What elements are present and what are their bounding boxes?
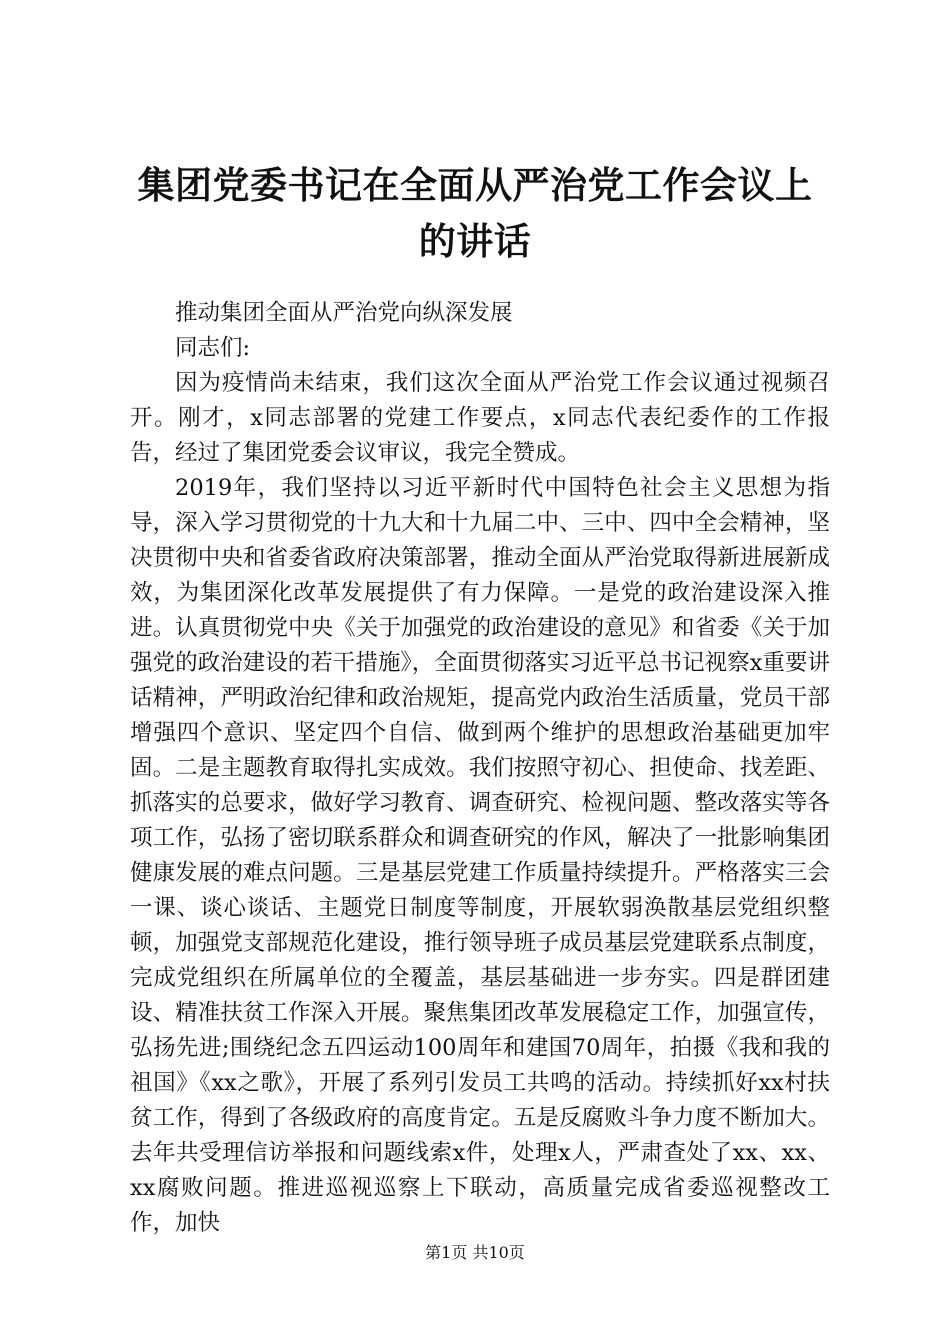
document-title: 集团党委书记在全面从严治党工作会议上的讲话 [137,164,813,263]
paragraph-1: 因为疫情尚未结束，我们这次全面从严治党工作会议通过视频召开。刚才，x同志部署的党建工作要点，x同志代表纪委作的工作报告，经过了集团党委会议审议，我完全赞成。 [130,370,830,466]
document-body [130,296,830,1241]
page-footer: 第1页 共10页 [425,1243,525,1262]
subtitle: 推动集团全面从严治党向纵深发展 [175,300,513,326]
salutation: 同志们: [175,335,251,361]
paragraph-2: 2019年，我们坚持以习近平新时代中国特色社会主义思想为指导，深入学习贯彻党的十九大和十九届二中、三中、四中全会精神，坚决贯彻中央和省委省政府决策部署，推动全面从严治党取得新进展新成效，为集团深化改革发展提供了有力保障。一是党的政治建设深入推进。认真贯彻党中央《关于加强党的政治建设的意见》和省委《关于加强党的政治建设的若干措施》，全面贯彻落实习近平总书记视察x重要讲话精神，严明政治纪律和政治规矩，提高党内政治生活质量，党员干部增强四个意识、坚定四个自信、做到两个维护的思想政治基础更加牢固。二是主题教育取得扎实成效。我们按照守初心、担使命、找差距、抓落实的总要求，做好学习教育、调查研究、检视问题、整改落实等各项工作，弘扬了密切联系群众和调查研究的作风，解决了一批影响集团健康发展的难点问题。三是基层党建工作质量持续提升。严格落实三会一课、谈心谈话、主题党日制度等制度，开展软弱涣散基层党组织整顿，加强党支部规范化建设，推行领导班子成员基层党建联系点制度，完成党组织在所属单位的全覆盖，基层基础进一步夯实。四是群团建设、精准扶贫工作深入开展。聚焦集团改革发展稳定工作，加强宣传，弘扬先进;围绕纪念五四运动100周年和建国70周年，拍摄《我和我的祖国》《xx之歌》，开展了系列引发员工共鸣的活动。持续抓好xx村扶贫工作，得到了各级政府的高度肯定。五是反腐败斗争力度不断加大。去年共受理信访举报和问题线索x件，处理x人，严肃查处了xx、xx、xx腐败问题。推进巡视巡察上下联动，高质量完成省委巡视整改工作，加快 [130,475,830,1236]
